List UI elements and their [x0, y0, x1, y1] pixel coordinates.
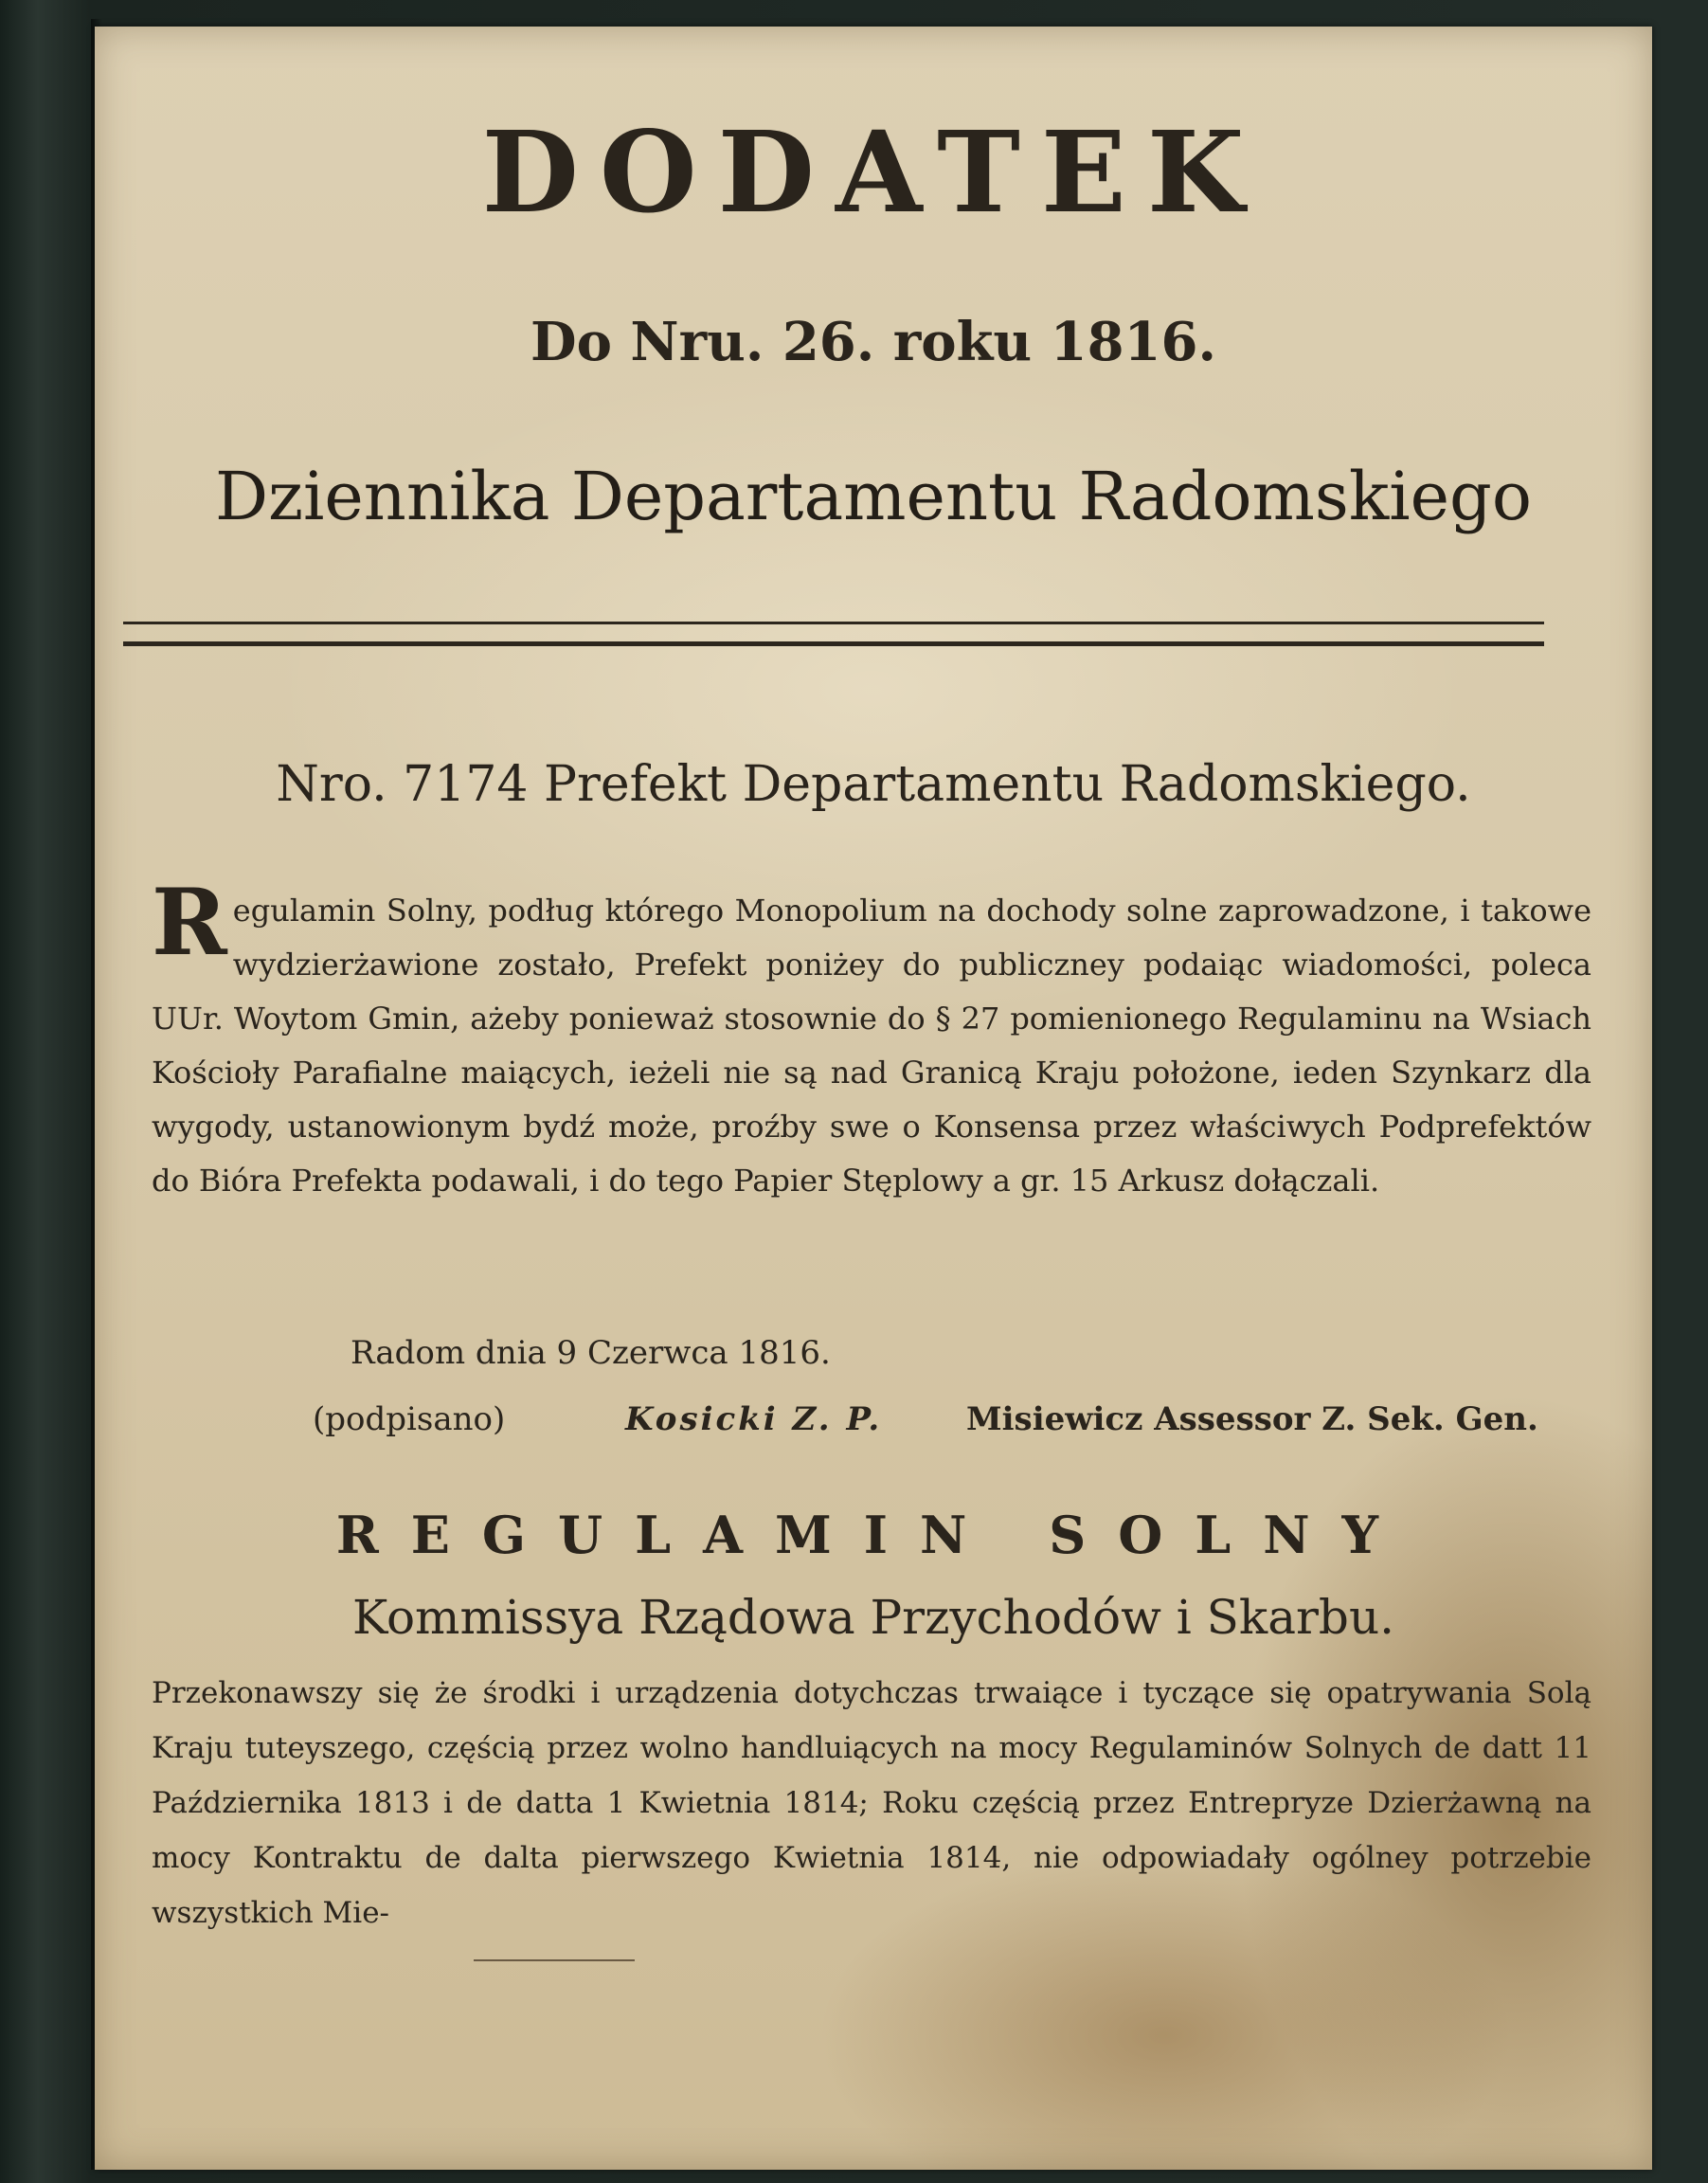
document-title: DODATEK: [481, 106, 1266, 238]
signature-assessor: Misiewicz Assessor Z. Sek. Gen.: [966, 1400, 1538, 1438]
issue-subtitle: Do Nru. 26. roku 1816.: [530, 311, 1216, 373]
signature-label: (podpisano): [313, 1400, 506, 1438]
regulation-paragraph: Przekonawszy się że środki i urządzenia dotychczas trwaiące i tyczące się opatrywania Solą Kraju tuteyszego, częścią przez wolno handluiących na mocy Regulaminów Solnych de datt 11 Października 1813 i de datta 1 Kwietnia 1814; Roku częścią przez Entrepryze Dzierżawną na mocy Kontraktu de dalta pierwszego Kwietnia 1814, nie odpowiadały ogólney potrzebie wszystkich Mie-: [152, 1676, 1591, 1930]
signature-prefect: Kosicki Z. P.: [625, 1400, 883, 1438]
double-rule-divider: [123, 622, 1544, 646]
drop-cap: R: [152, 869, 227, 976]
document-page: [95, 27, 1652, 2170]
place-and-date: Radom dnia 9 Czerwca 1816.: [351, 1334, 831, 1372]
notice-paragraph: [152, 869, 1591, 1208]
notice-heading: Nro. 7174 Prefekt Departamentu Radomskiego.: [276, 756, 1471, 813]
regulation-subtitle: Kommissya Rządowa Przychodów i Skarbu.: [351, 1590, 1395, 1645]
notice-paragraph-text: egulamin Solny, podług którego Monopolium na dochody solne zaprowadzone, i takowe wydzierżawione zostało, Prefekt poniżey do publiczney podaiąc wiadomości, poleca UUr. Woytom Gmin, ażeby ponieważ stosownie do § 27 pomienionego Regulaminu na Wsiach Kościoły Parafialne maiących, ieżeli nie są nad Granicą Kraju położone, ieden Szynkarz dla wygody, ustanowionym bydź może, proźby swe o Konsensa przez właściwych Podprefektów do Bióra Prefekta podawali, i do tego Papier Stęplowy a gr. 15 Arkusz dołączali.: [152, 893, 1591, 1199]
regulation-title: REGULAMIN SOLNY: [335, 1505, 1411, 1565]
journal-name: Dziennika Departamentu Radomskiego: [214, 458, 1533, 535]
footer-dash: [474, 1959, 635, 1961]
